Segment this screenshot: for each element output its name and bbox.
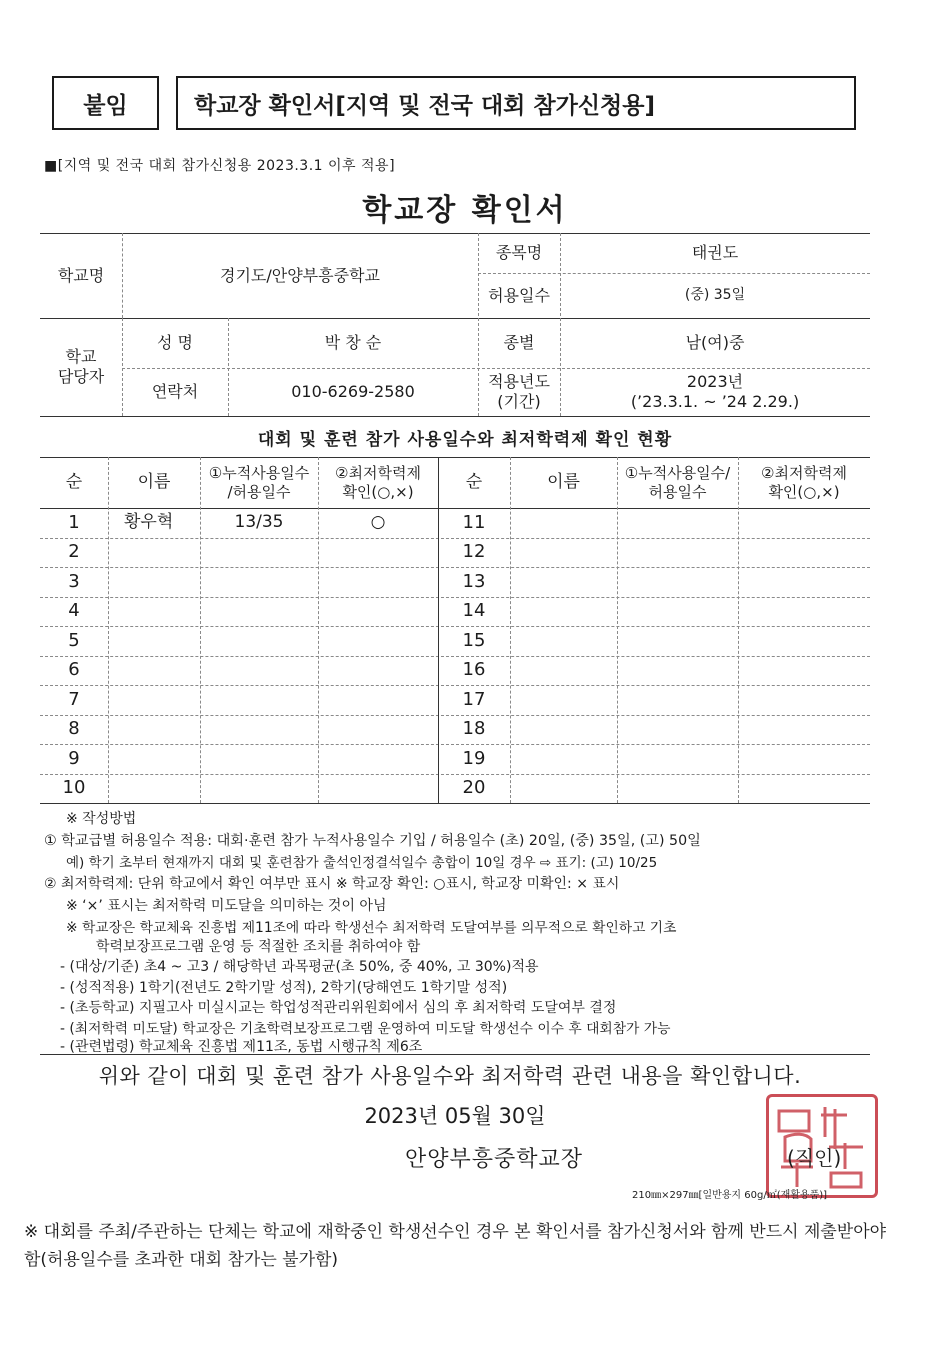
method-line: 학력보장프로그램 운영 등 적절한 조치를 취하여야 함 <box>96 939 421 955</box>
row-check: ○ <box>370 512 386 533</box>
method-line: ※ ‘×’ 표시는 최저학력 미도달을 의미하는 것이 아님 <box>66 898 387 914</box>
header-name-left: 이름 <box>137 471 171 492</box>
row-no: 4 <box>68 600 80 622</box>
contact-value: 010-6269-2580 <box>291 382 415 401</box>
confirm-statement: 위와 같이 대회 및 훈련 참가 사용일수와 최저학력 관련 내용을 확인합니다. <box>98 1064 802 1088</box>
row-no: 13 <box>462 570 486 592</box>
method-line: 예) 학기 초부터 현재까지 대회 및 훈련참가 출석인정결석일수 총합이 10일 경우 ⇨ 표기: (고) 10/25 <box>66 855 658 871</box>
row-no: 12 <box>462 541 486 563</box>
applicability-note: ■[지역 및 전국 대회 참가신청용 2023.3.1 이후 적용] <box>44 158 396 174</box>
issue-date: 2023년 05월 30일 <box>364 1104 546 1128</box>
method-line: ※ 학교장은 학교체육 진흥법 제11조에 따라 학생선수 최저학력 도달여부를 의무적으로 확인하고 기초 <box>66 920 677 936</box>
row-no: 6 <box>68 659 80 681</box>
document-title: 학교장 확인서 <box>362 193 568 228</box>
header-check-left: ②최저학력제 확인(○,×) <box>335 463 421 501</box>
event-value: 태권도 <box>691 243 739 262</box>
header-title: 학교장 확인서[지역 및 전국 대회 참가신청용] <box>176 76 856 130</box>
school-value: 경기도/안양부흥중학교 <box>220 265 380 285</box>
row-no: 16 <box>462 659 486 681</box>
row-no: 10 <box>62 777 86 799</box>
method-line: - (대상/기준) 초4 ~ 고3 / 해당학년 과목평균(초 50%, 중 40%, 고 30%)적용 <box>60 959 539 975</box>
school-label: 학교명 <box>57 265 105 285</box>
manager-name: 박 창 순 <box>324 333 382 352</box>
name-label: 성 명 <box>157 333 193 352</box>
row-no: 18 <box>462 718 486 740</box>
attachment-tag: 붙임 <box>52 76 159 130</box>
row-no: 19 <box>462 747 486 769</box>
method-line: - (관련법령) 학교체육 진흥법 제11조, 동법 시행규칙 제6조 <box>60 1039 423 1055</box>
row-no: 14 <box>462 600 486 622</box>
section-title: 대회 및 훈련 참가 사용일수와 최저학력제 확인 현황 <box>257 430 673 450</box>
bottom-notice: ※ 대회를 주최/주관하는 단체는 학교에 재학중인 학생선수인 경우 본 확인서를 참가신청서와 함께 반드시 제출받아야 함(허용일수를 초과한 대회 참가는 불가함) <box>24 1222 887 1271</box>
row-no: 5 <box>68 629 80 651</box>
header-check-right: ②최저학력제 확인(○,×) <box>761 463 847 501</box>
seal-label: (직인) <box>787 1146 842 1170</box>
principal-name: 안양부흥중학교장 <box>405 1147 584 1172</box>
method-line: - (성적적용) 1학기(전년도 2학기말 성적), 2학기(당해연도 1학기말 성적) <box>60 980 508 996</box>
header-no-left: 순 <box>65 471 83 492</box>
row-no: 20 <box>462 777 486 799</box>
method-line: ② 최저학력제: 단위 학교에서 확인 여부만 표시 ※ 학교장 확인: ○표시, 학교장 미확인: × 표시 <box>44 876 620 892</box>
row-no: 11 <box>462 511 486 533</box>
row-no: 8 <box>68 718 80 740</box>
manager-label: 학교 담당자 <box>57 347 105 386</box>
row-days: 13/35 <box>234 512 284 533</box>
method-line: - (최저학력 미도달) 학교장은 기초학력보장프로그램 운영하여 미도달 학생선수 이수 후 대회참가 가능 <box>60 1021 671 1037</box>
event-label: 종목명 <box>495 243 543 262</box>
row-no: 2 <box>68 541 80 563</box>
header-no-right: 순 <box>465 471 483 492</box>
header-days-right: ①누적사용일수/ 허용일수 <box>624 463 731 501</box>
method-line: - (초등학교) 지필고사 미실시교는 학업성적관리위원회에서 심의 후 최저학력 도달여부 결정 <box>60 1000 617 1016</box>
year-value: 2023년 (’23.3.1. ~ ’24 2.29.) <box>630 372 800 411</box>
method-heading: ※ 작성방법 <box>66 811 137 827</box>
year-label: 적용년도 (기간) <box>488 372 550 411</box>
row-no: 9 <box>68 747 80 769</box>
row-no: 15 <box>462 629 486 651</box>
paper-size: 210㎜×297㎜[일반용지 60g/㎡(재활용품)] <box>632 1190 828 1201</box>
gender-label: 종별 <box>503 333 535 352</box>
header-days-left: ①누적사용일수 /허용일수 <box>208 463 310 501</box>
method-line: ① 학교급별 허용일수 적용: 대회·훈련 참가 누적사용일수 기입 / 허용일수 (초) 20일, (중) 35일, (고) 50일 <box>44 833 701 849</box>
allowed-days-value: (중) 35일 <box>684 286 746 303</box>
row-no: 1 <box>68 511 80 533</box>
row-no: 3 <box>68 570 80 592</box>
row-no: 7 <box>68 688 80 710</box>
header-name-right: 이름 <box>547 471 580 492</box>
gender-value: 남(여)중 <box>685 333 745 352</box>
row-no: 17 <box>462 688 486 710</box>
row-name: 황우혁 <box>124 512 174 533</box>
contact-label: 연락처 <box>151 382 199 401</box>
allowed-days-label: 허용일수 <box>488 285 550 305</box>
